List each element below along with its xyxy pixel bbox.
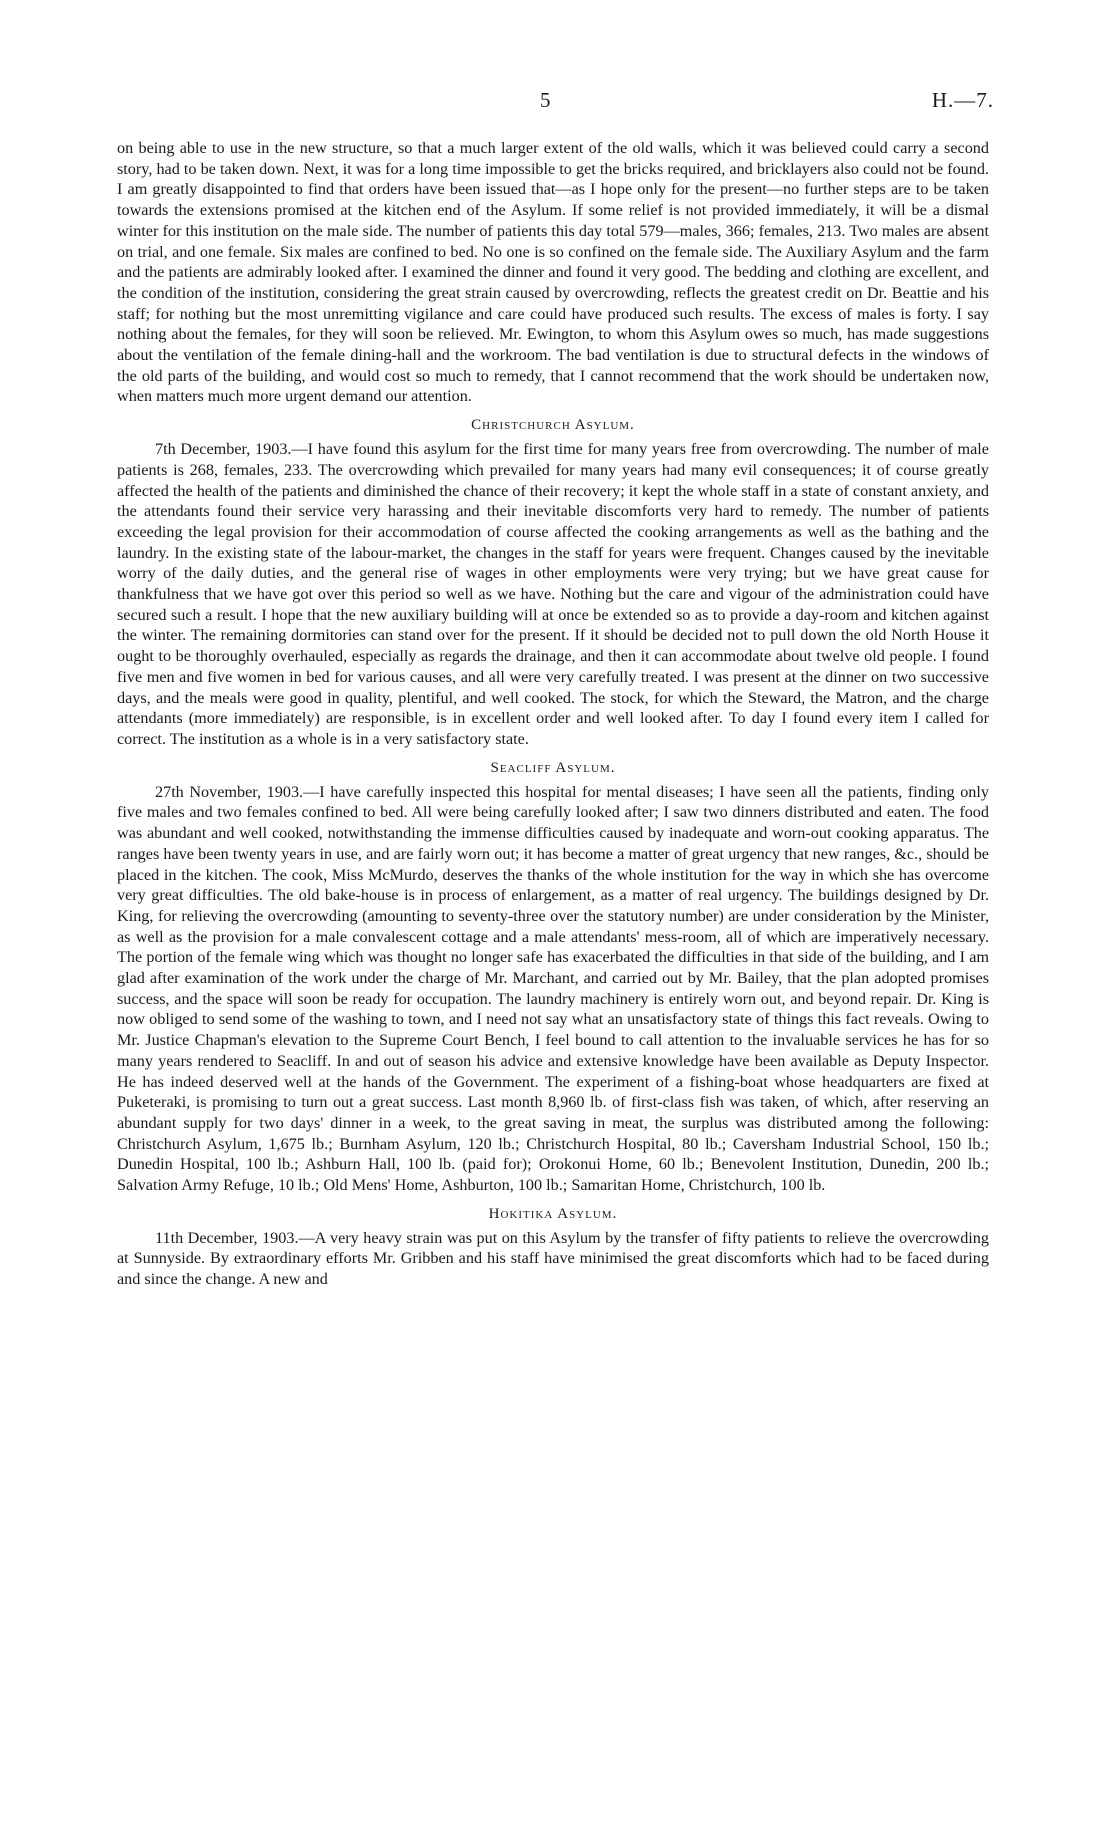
- page-body: [117, 138, 989, 1290]
- section-body: 27th November, 1903.—I have carefully inspected this hospital for mental diseases; I have seen all the patients, finding only five males and two females confined to bed. All were being carefully looked after; I saw two dinners distributed and eaten. The food was abundant and well cooked, notwithstanding the immense difficulties caused by inadequate and worn-out cooking apparatus. The ranges have been twenty years in use, and are fairly worn out; it has become a matter of great urgency that new ranges, &c., should be placed in the kitchen. The cook, Miss McMurdo, deserves the thanks of the whole institution for the way in which she has overcome very great difficulties. The old bake-house is in process of enlargement, as a matter of real urgency. The buildings designed by Dr. King, for relieving the overcrowding (amounting to seventy-three over the statutory number) are under consideration by the Minister, as well as the provision for a male convalescent cottage and a male attendants' mess-room, all of which are imperatively necessary. The portion of the female wing which was thought no longer safe has exacerbated the difficulties in that side of the building, and I am glad after examination of the work under the charge of Mr. Marchant, and carried out by Mr. Bailey, that the plan adopted promises success, and the space will soon be ready for occupation. The laundry machinery is entirely worn out, and beyond repair. Dr. King is now obliged to send some of the washing to town, and I need not say what an unsatisfactory state of things this fact reveals. Owing to Mr. Justice Chapman's elevation to the Supreme Court Bench, I feel bound to call attention to the invaluable services he has for so many years rendered to Seacliff. In and out of season his advice and extensive knowledge have been available as Deputy Inspector. He has indeed deserved well at the hands of the Government. The experiment of a fishing-boat whose headquarters are fixed at Puketeraki, is promising to turn out a great success. Last month 8,960 lb. of first-class fish was taken, of which, after reserving an abundant supply for two days' dinner in a week, to the great saving in meat, the surplus was distributed among the following: Christchurch Asylum, 1,675 lb.; Burnham Asylum, 120 lb.; Christchurch Hospital, 80 lb.; Caversham Industrial School, 150 lb.; Dunedin Hospital, 100 lb.; Ashburn Hall, 100 lb. (paid for); Orokonui Home, 60 lb.; Benevolent Institution, Dunedin, 200 lb.; Salvation Army Refuge, 10 lb.; Old Mens' Home, Ashburton, 100 lb.; Samaritan Home, Christchurch, 100 lb.: [117, 782, 989, 1195]
- section-body: 11th December, 1903.—A very heavy strain was put on this Asylum by the transfer of fifty patients to relieve the overcrowding at Sunnyside. By extraordinary efforts Mr. Gribben and his staff have minimised the great discomforts which had to be faced during and since the change. A new and: [117, 1228, 989, 1289]
- section-seacliff-asylum: [117, 760, 989, 1196]
- section-body: on being able to use in the new structure, so that a much larger extent of the old walls, which it was believed could carry a second story, had to be taken down. Next, it was for a long time impossible to get the bricks required, and bricklayers also could not be found. I am greatly disappointed to find that orders have been issued that—as I hope only for the present—no further steps are to be taken towards the extensions promised at the kitchen end of the Asylum. If some relief is not provided immediately, it will be a dismal winter for this institution on the male side. The number of patients this day total 579—males, 366; females, 213. Two males are absent on trial, and one female. Six males are confined to bed. No one is so confined on the female side. The Auxiliary Asylum and the farm and the patients are admirably looked after. I examined the dinner and found it very good. The bedding and clothing are excellent, and the condition of the institution, considering the great strain caused by overcrowding, reflects the greatest credit on Dr. Beattie and his staff; for nothing but the most unremitting vigilance and care could have produced such results. The excess of males is forty. I say nothing about the females, for they will soon be relieved. Mr. Ewington, to whom this Asylum owes so much, has made suggestions about the ventilation of the female dining-hall and the workroom. The bad ventilation is due to structural defects in the windows of the old parts of the building, and would cost so much to remedy, that I cannot recommend that the work should be undertaken now, when matters much more urgent demand our attention.: [117, 139, 989, 406]
- section-christchurch-asylum: [117, 417, 989, 750]
- section-heading: Hokitika Asylum.: [488, 1205, 618, 1222]
- section-heading: Seacliff Asylum.: [490, 759, 616, 776]
- section-hokitika-asylum: [117, 1206, 989, 1290]
- section-heading: Christchurch Asylum.: [471, 417, 635, 434]
- section-continuation: [117, 138, 989, 407]
- page-header: [0, 88, 1114, 118]
- section-body: 7th December, 1903.—I have found this asylum for the first time for many years free from overcrowding. The number of male patients is 268, females, 233. The overcrowding which prevailed for many years had many evil consequences; it of course greatly affected the health of the patients and diminished the chance of their recovery; it kept the whole staff in a state of constant anxiety, and the attendants found their service very harassing and their inevitable discomforts very hard to remedy. The number of patients exceeding the legal provision for their accommodation of course affected the cooking arrangements as well as the bathing and the laundry. In the existing state of the labour-market, the changes in the staff for years were frequent. Changes caused by the inevitable worry of the daily duties, and the general rise of wages in other employments were very trying; but we have great cause for thankfulness that we have got over this period so well as we have. Nothing but the care and vigour of the administration could have secured such a result. I hope that the new auxiliary building will at once be extended so as to provide a day-room and kitchen against the winter. The remaining dormitories can stand over for the present. If it should be decided not to pull down the old North House it ought to be thoroughly overhauled, especially as regards the drainage, and then it can accommodate about twelve old people. I found five men and five women in bed for various causes, and all were very carefully treated. I was present at the dinner on two successive days, and the meals were good in quality, plentiful, and well cooked. The stock, for which the Steward, the Matron, and the charge attendants (more immediately) are responsible, is in excellent order and well looked after. To day I found every item I called for correct. The institution as a whole is in a very satisfactory state.: [117, 440, 989, 748]
- page-number: 5: [540, 88, 551, 112]
- document-reference: H.—7.: [931, 88, 994, 112]
